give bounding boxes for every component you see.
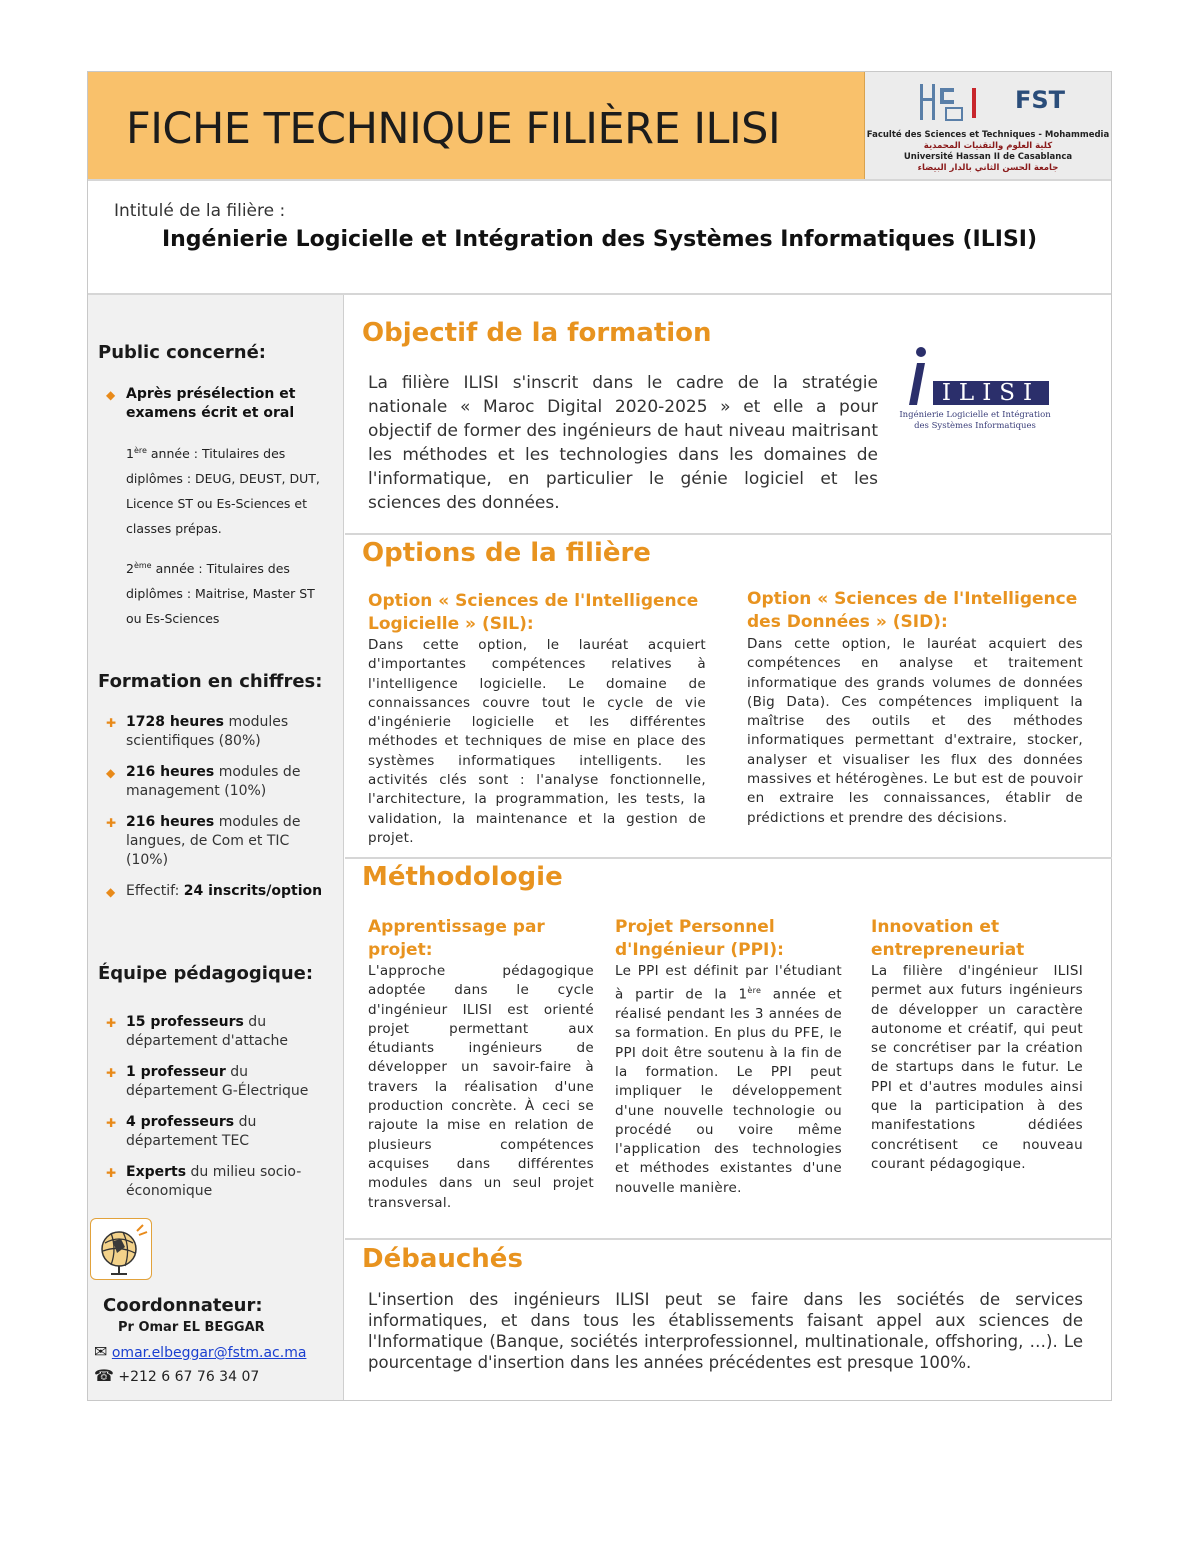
- phone-number: +212 6 67 76 34 07: [118, 1369, 260, 1385]
- plus-bullet-icon: ✚: [106, 1066, 117, 1080]
- public-list: [98, 385, 330, 435]
- methodologie-heading: Méthodologie: [362, 862, 563, 892]
- method-col3-title: Innovation et entrepreneuriat: [871, 917, 1025, 960]
- method-col1-text: L'approche pédagogique adoptée dans le cycle d'ingénieur ILISI est orienté projet permettant aux étudiants ingénieurs de développer un savoir-faire à travers la réalisation d'une production concrète. À ceci se rajoute la mise en relation de plusieurs compétences acquises dans différentes modules dans un seul projet transversal.: [368, 963, 594, 1211]
- diamond-bullet-icon: ◆: [106, 885, 116, 899]
- filiere-name: Ingénierie Logicielle et Intégration des Systèmes Informatiques (ILISI): [161, 227, 1038, 252]
- coordonnateur-name: Pr Omar EL BEGGAR: [118, 1320, 265, 1335]
- divider: [345, 1238, 1112, 1240]
- fst-logo-label: FST: [1015, 86, 1066, 114]
- list-item: ◆ Effectif: 24 inscrits/option: [98, 882, 330, 901]
- plus-bullet-icon: ✚: [106, 816, 117, 830]
- list-item: ✚ 216 heures modules de langues, de Com et TIC (10%): [106, 814, 301, 868]
- chiffres-heading: Formation en chiffres:: [98, 671, 323, 692]
- list-item: ◆ Après présélection et examens écrit et oral: [106, 386, 296, 421]
- coordonnateur-phone: [94, 1366, 259, 1385]
- plus-bullet-icon: ✚: [106, 1116, 117, 1130]
- list-item: ✚ 1728 heures modules scientifiques (80%): [106, 714, 289, 749]
- equipe-list: [98, 1013, 330, 1213]
- fst-logo-line-4: جامعة الحسن الثاني بالدار البيضاء: [917, 163, 1059, 173]
- email-link[interactable]: omar.elbeggar@fstm.ac.ma: [111, 1345, 307, 1361]
- fst-logo-line-2: كلية العلوم والتقنيات المحمدية: [923, 141, 1053, 151]
- ilisi-logo-text: ILISI: [941, 380, 1041, 406]
- title-banner: [88, 72, 865, 179]
- method-col3-text: La filière d'ingénieur ILISI permet aux futurs ingénieurs de développer un caractère autonome et créatif, qui peut se concrétiser par la création de startups dans le futur. Le PPI et d'autres modules ainsi que la participation à des manifestations dédiées concrétisent ce nouveau courant pédagogique.: [871, 963, 1083, 1172]
- fst-logo-line-1: Faculté des Sciences et Techniques - Mohammedia: [866, 130, 1110, 140]
- divider: [88, 179, 1111, 181]
- page-title: FICHE TECHNIQUE FILIÈRE ILISI: [126, 104, 781, 154]
- list-item: ✚ 4 professeurs du département TEC: [106, 1114, 257, 1149]
- fst-logo: [865, 72, 1111, 179]
- plus-bullet-icon: ✚: [106, 1166, 117, 1180]
- sidebar: [88, 295, 344, 1400]
- public-heading: Public concerné:: [98, 342, 266, 363]
- envelope-icon: ✉: [94, 1342, 108, 1361]
- equipe-heading: Équipe pédagogique:: [98, 963, 314, 984]
- ilisi-logo: [895, 347, 1055, 437]
- divider: [345, 533, 1112, 535]
- chiffres-list: [98, 713, 330, 913]
- list-item: ✚ 1 professeur du département G-Électrique: [106, 1064, 309, 1099]
- coordonnateur-heading: Coordonnateur:: [103, 1295, 263, 1316]
- year1-note: 1ère année : Titulaires des diplômes : DEUG, DEUST, DUT, Licence ST ou Es-Sciences et classes prépas.: [126, 446, 320, 537]
- option-sil-text: Dans cette option, le lauréat acquiert d'importantes compétences relatives à l'intelligence logicielle. Le domaine de connaissances couvre tout le cycle de vie d'ingénierie logicielle et les différentes méthodes et techniques de mise en place des systèmes informatiques intelligents. les activités clés sont : l'analyse fonctionnelle, l'architecture, la programmation, les tests, la validation, la maintenance et la gestion de projet.: [368, 637, 706, 846]
- debouches-heading: Débauchés: [362, 1244, 523, 1274]
- method-col2-text: Le PPI est définit par l'étudiant à partir de la 1ère année et réalisé pendant les 3 années de sa formation. En plus du PFE, le PPI doit être soutenu à la fin de la formation. Le PPI peut impliquer le développement d'une nouvelle technologie ou procédé ou voire même l'application des technologies et méthodes existantes d'une nouvelle manière.: [615, 963, 842, 1196]
- options-heading: Options de la filière: [362, 538, 651, 568]
- ilisi-logo-caption: Ingénierie Logicielle et Intégration des Systèmes Informatiques: [899, 410, 1051, 431]
- plus-bullet-icon: ✚: [106, 1016, 117, 1030]
- plus-bullet-icon: ✚: [106, 716, 117, 730]
- list-item: ✚ 15 professeurs du département d'attache: [106, 1014, 288, 1049]
- globe-icon: [90, 1218, 152, 1280]
- option-sid-text: Dans cette option, le lauréat acquiert des compétences en analyse et traitement informatique des grands volumes de données (Big Data). Ces compétences impliquent la maîtrise des outils et des méthodes informatiques permettant d'extraire, stocker, analyser et visualiser les flux des données massives et hétérogènes. Le but est de pouvoir en extraire les connaissances, établir de prédictions et prendre des décisions.: [747, 636, 1083, 826]
- option-sil-title: Option « Sciences de l'Intelligence Logicielle » (SIL):: [368, 591, 699, 634]
- header: [88, 72, 1111, 179]
- method-col2-title: Projet Personnel d'Ingénieur (PPI):: [615, 917, 784, 960]
- diamond-bullet-icon: ◆: [106, 766, 116, 780]
- objectif-heading: Objectif de la formation: [362, 318, 712, 348]
- debouches-text: L'insertion des ingénieurs ILISI peut se faire dans les sociétés de services informatiques, et dans tous les établissements faisant appel aux sciences de l'Informatique (Banque, sociétés interprofessionnel, multinationale, offshoring, …). Le pourcentage d'insertion dans les années précédentes est presque 100%.: [368, 1290, 1083, 1372]
- coordonnateur-email: [94, 1342, 306, 1361]
- diamond-bullet-icon: ◆: [106, 388, 116, 402]
- divider: [345, 857, 1112, 859]
- intitule-label: Intitulé de la filière :: [114, 201, 286, 221]
- option-sid-title: Option « Sciences de l'Intelligence des Données » (SID):: [747, 589, 1078, 632]
- list-item: ✚ Experts du milieu socio-économique: [106, 1164, 302, 1199]
- method-col1-title: Apprentissage par projet:: [368, 917, 545, 960]
- fst-logo-line-3: Université Hassan II de Casablanca: [903, 152, 1073, 162]
- objectif-text: La filière ILISI s'inscrit dans le cadre de la stratégie nationale « Maroc Digital 2020-2025 » et elle a pour objectif de former des ingénieurs de haut niveau maitrisant les méthodes et les technologies dans les domaines de l'informatique, en particulier le génie logiciel et les sciences des données.: [368, 373, 878, 513]
- phone-icon: ☎: [94, 1366, 114, 1385]
- year2-note: 2ème année : Titulaires des diplômes : Maitrise, Master ST ou Es-Sciences: [126, 561, 315, 627]
- list-item: ◆ 216 heures modules de management (10%): [106, 764, 301, 799]
